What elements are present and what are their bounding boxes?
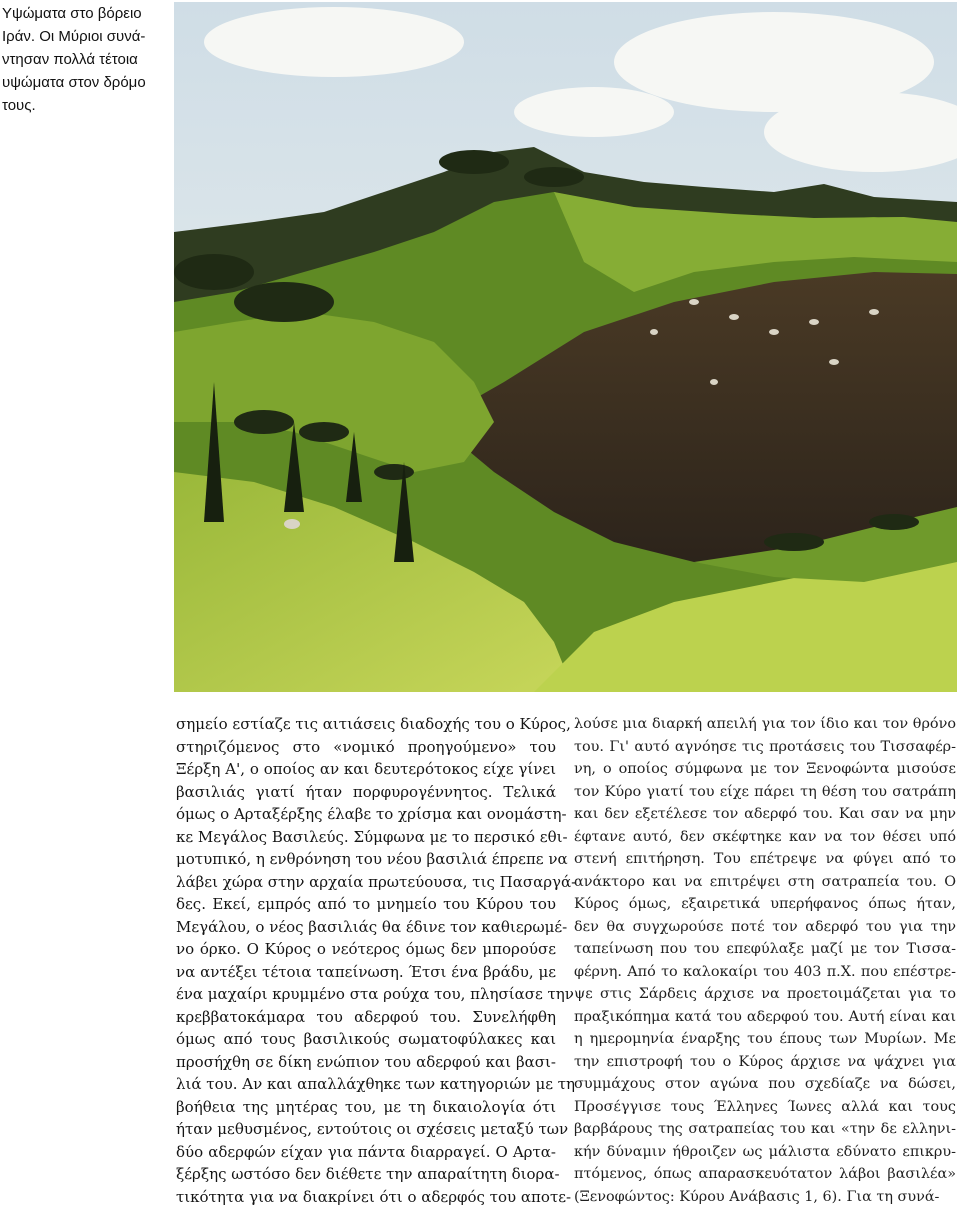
text-line: στηριζόμενος στο «νομικό προηγούμενο» του	[176, 737, 556, 756]
text-line: λούσε μια διαρκή απειλή για τον ίδιο και τον θρόνο	[574, 716, 956, 732]
text-line: νη, ο οποίος σύμφωνα με τον Ξενοφώντα μισούσε	[574, 761, 956, 777]
text-line: στενή επιτήρηση. Του επέτρεψε να φύγει από το	[574, 851, 956, 867]
text-line: κε Μεγάλος Βασιλεύς. Σύμφωνα με το περσικό εθι-	[176, 827, 568, 846]
text-line: τον Κύρο γιατί του είχε πάρει τη θέση του σατράπη	[574, 783, 956, 800]
text-line: φέρνη. Από το καλοκαίρι του 403 π.Χ. που επέστρε-	[574, 963, 956, 980]
landscape-illustration	[174, 2, 957, 692]
text-line: (Ξενοφώντος: Κύρου Ανάβασις 1, 6). Για τη συνά-	[574, 1188, 940, 1205]
photo-caption	[2, 2, 160, 117]
text-line: βαρβάρους της σατραπείας του και «την δε ελληνι-	[574, 1121, 956, 1137]
text-line: ξέρξης ωστόσο δεν διέθετε την απαραίτητη διορα-	[176, 1165, 560, 1183]
text-line: όμως από τους βασιλικούς σωματοφύλακες και	[176, 1030, 556, 1048]
text-line: ήταν μεθυσμένος, εντούτοις οι σχέσεις μεταξύ των	[176, 1120, 569, 1138]
text-line: μοτυπικό, η ενθρόνηση του νέου βασιλιά έπρεπε να	[176, 850, 568, 868]
text-line: Μεγάλου, ο νέος βασιλιάς θα έδινε τον καθιερωμέ-	[176, 917, 568, 936]
text-line: βοήθεια της μητέρας του, με τη δικαιολογία ότι	[176, 1097, 556, 1116]
text-line: δες. Εκεί, εμπρός από το μνημείο του Κύρου του	[176, 895, 556, 913]
text-line: πραξικόπημα κατά του αδερφού του. Αυτή είναι και	[574, 1008, 956, 1025]
text-line: ψε στις Σάρδεις άρχισε να προετοιμάζεται για το	[574, 986, 956, 1002]
text-line: όμως ο Αρταξέρξης έλαβε το χρίσμα και ονομάστη-	[176, 805, 567, 823]
text-line: Ξέρξη Α', ο οποίος αν και δευτερότοκος είχε γίνει	[176, 760, 556, 778]
text-line: νο όρκο. Ο Κύρος ο νεότερος όμως δεν μπορούσε	[176, 940, 556, 958]
text-column-right	[574, 713, 956, 1208]
text-line: ένα μαχαίρι κρυμμένο στα ρούχα του, πλησίασε την	[176, 985, 574, 1003]
text-column-left	[176, 713, 577, 1208]
caption-line: υψώματα στον δρόμο	[2, 74, 146, 91]
text-line: τικότητα για να διακρίνει ότι ο αδερφός του αποτε-	[176, 1187, 572, 1206]
text-line: να αντέξει τέτοια ταπείνωση. Έτσι ένα βράδυ, με	[176, 962, 556, 981]
text-line: συμμάχους στον αγώνα που σχεδίαζε να δώσει,	[574, 1076, 956, 1092]
text-line: δύο αδερφών είχαν για πάντα διαρραγεί. Ο Αρτα-	[176, 1142, 556, 1161]
caption-line: Ιράν. Οι Μύριοι συνά-	[2, 28, 146, 45]
mountain-landscape-photo	[174, 2, 957, 692]
text-line: λιά του. Αν και απαλλάχθηκε των κατηγοριών με τη	[176, 1075, 576, 1093]
caption-line: ντησαν πολλά τέτοια	[2, 51, 138, 68]
text-line: η ημερομηνία έναρξης του έπους των Μυρίων. Με	[574, 1031, 956, 1047]
text-line: κήν δύναμιν ήθροιζεν ως μάλιστα εδύνατο επικρυ-	[574, 1143, 956, 1160]
text-line: του. Γι' αυτό αγνόησε τις προτάσεις του Τισσαφέρ-	[574, 738, 956, 755]
text-line: κρεββατοκάμαρα του αδερφού του. Συνελήφθη	[176, 1007, 556, 1026]
caption-line: Υψώματα στο βόρειο	[2, 5, 142, 22]
text-line: και δεν εξετέλεσε τον αδερφό του. Και σαν να μην	[574, 806, 956, 822]
text-line: την επιστροφή του ο Κύρος άρχισε να ψάχνει για	[574, 1053, 956, 1070]
text-line: ανάκτορο και να επιτρέψει στη σατραπεία του. Ο	[574, 873, 956, 890]
text-line: σημείο εστίαζε τις αιτιάσεις διαδοχής του ο Κύρος,	[176, 715, 571, 733]
text-line: δεν θα συγχωρούσε ποτέ τον αδερφό του για την	[574, 918, 956, 935]
text-line: προσήχθη σε δίκη ενώπιον του αδερφού και βασι-	[176, 1052, 556, 1071]
text-line: βασιλιάς γιατί ήταν πορφυρογέννητος. Τελικά	[176, 782, 556, 801]
text-line: ταπείνωση που του επεφύλαξε μαζί με τον Τισσα-	[574, 941, 956, 957]
text-line: Κύρος όμως, εξαιρετικά υπερήφανος όπως ήταν,	[574, 896, 956, 912]
text-line: έφτανε αυτό, δεν σκέφτηκε καν να τον θέσει υπό	[574, 828, 956, 845]
text-line: πτόμενος, όπως απαρασκευότατον λάβοι βασιλέα»	[574, 1166, 956, 1182]
caption-line: τους.	[2, 97, 36, 114]
text-line: Προσέγγισε τους Έλληνες Ίωνες αλλά και τους	[574, 1098, 956, 1115]
text-line: λάβει χώρα στην αρχαία πρωτεύουσα, τις Πασαργά-	[176, 872, 577, 891]
